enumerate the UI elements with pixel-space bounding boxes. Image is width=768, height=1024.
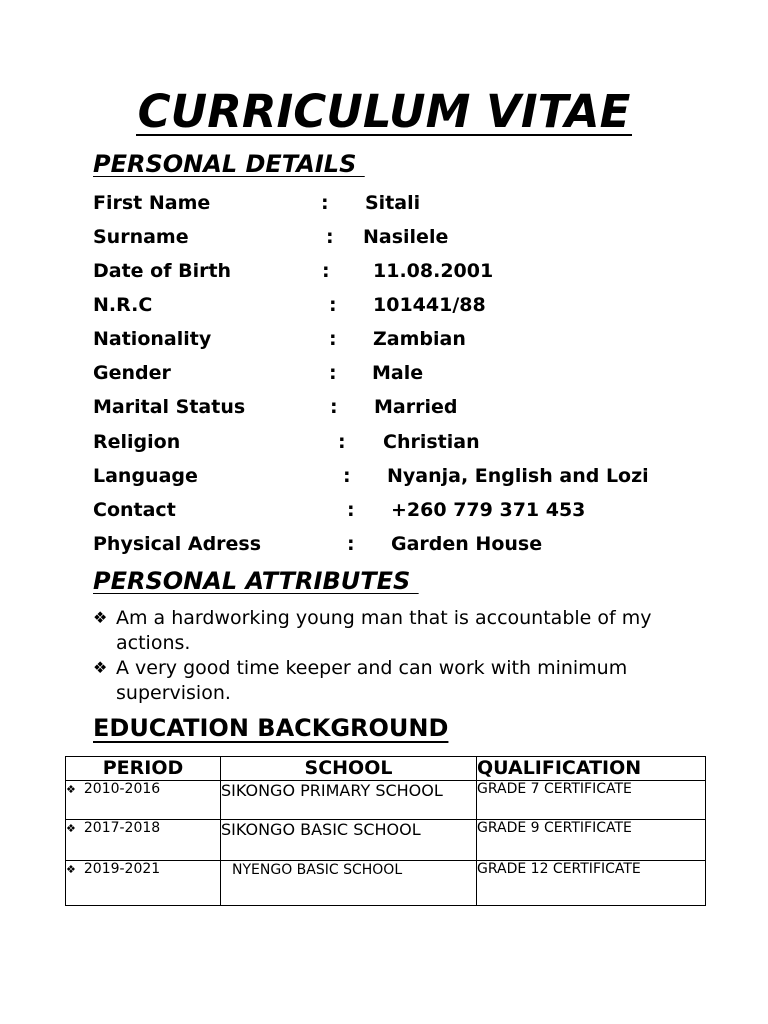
detail-label: Date of Birth bbox=[93, 260, 232, 282]
personal-details-heading: PERSONAL DETAILS bbox=[93, 150, 365, 178]
list-item bbox=[93, 606, 693, 655]
detail-colon: : bbox=[343, 465, 351, 487]
period-text: 2017-2018 bbox=[83, 820, 161, 836]
period-cell bbox=[66, 820, 221, 861]
qualification-cell: GRADE 9 CERTIFICATE bbox=[477, 820, 706, 861]
diamond-bullet-icon: ❖ bbox=[66, 783, 76, 796]
detail-colon: : bbox=[347, 499, 355, 521]
attribute-text: A very good time keeper and can work with minimum supervision. bbox=[116, 657, 628, 704]
attribute-text: Am a hardworking young man that is accountable of my actions. bbox=[116, 607, 652, 654]
qualification-cell: GRADE 7 CERTIFICATE bbox=[477, 781, 706, 820]
qualification-cell: GRADE 12 CERTIFICATE bbox=[477, 861, 706, 906]
detail-colon: : bbox=[330, 396, 338, 418]
school-cell: SIKONGO BASIC SCHOOL bbox=[221, 820, 477, 861]
diamond-bullet-icon: ❖ bbox=[93, 608, 108, 627]
detail-value: Male bbox=[372, 362, 424, 384]
detail-colon: : bbox=[347, 533, 355, 555]
detail-label: First Name bbox=[93, 192, 211, 214]
detail-colon: : bbox=[329, 328, 337, 350]
detail-value: Garden House bbox=[391, 533, 543, 555]
detail-value: Married bbox=[374, 396, 458, 418]
detail-value: Sitali bbox=[365, 192, 421, 214]
detail-label: Nationality bbox=[93, 328, 212, 350]
detail-label: Contact bbox=[93, 499, 176, 521]
table-row bbox=[66, 781, 706, 820]
school-cell: SIKONGO PRIMARY SCHOOL bbox=[221, 781, 477, 820]
detail-value: Zambian bbox=[373, 328, 466, 350]
detail-colon: : bbox=[329, 294, 337, 316]
detail-colon: : bbox=[329, 362, 337, 384]
period-text: 2019-2021 bbox=[83, 861, 161, 877]
column-header-qualification: QUALIFICATION bbox=[477, 757, 706, 781]
diamond-bullet-icon: ❖ bbox=[93, 658, 108, 677]
period-cell bbox=[66, 861, 221, 906]
detail-value: +260 779 371 453 bbox=[391, 499, 586, 521]
table-row bbox=[66, 820, 706, 861]
education-table bbox=[65, 756, 706, 906]
detail-value: Nyanja, English and Lozi bbox=[387, 465, 649, 487]
detail-label: N.R.C bbox=[93, 294, 153, 316]
detail-label: Surname bbox=[93, 226, 189, 248]
column-header-period: PERIOD bbox=[66, 757, 221, 781]
school-cell: NYENGO BASIC SCHOOL bbox=[221, 861, 477, 906]
diamond-bullet-icon: ❖ bbox=[66, 822, 76, 835]
period-cell bbox=[66, 781, 221, 820]
education-background-heading: EDUCATION BACKGROUND bbox=[93, 714, 449, 742]
personal-attributes-list bbox=[93, 606, 693, 706]
period-text: 2010-2016 bbox=[83, 781, 161, 797]
detail-colon: : bbox=[326, 226, 334, 248]
document-title bbox=[0, 84, 768, 140]
detail-label: Gender bbox=[93, 362, 171, 384]
detail-label: Physical Adress bbox=[93, 533, 262, 555]
detail-colon: : bbox=[322, 260, 330, 282]
list-item bbox=[93, 656, 693, 705]
detail-value: 101441/88 bbox=[373, 294, 486, 316]
table-header-row bbox=[66, 757, 706, 781]
document-title-text: CURRICULUM VITAE bbox=[137, 85, 631, 138]
detail-label: Language bbox=[93, 465, 198, 487]
detail-value: 11.08.2001 bbox=[373, 260, 494, 282]
column-header-school: SCHOOL bbox=[221, 757, 477, 781]
personal-attributes-heading: PERSONAL ATTRIBUTES bbox=[93, 567, 419, 595]
detail-value: Nasilele bbox=[363, 226, 449, 248]
detail-colon: : bbox=[338, 431, 346, 453]
detail-value: Christian bbox=[383, 431, 480, 453]
detail-label: Religion bbox=[93, 431, 181, 453]
table-row bbox=[66, 861, 706, 906]
detail-label: Marital Status bbox=[93, 396, 246, 418]
diamond-bullet-icon: ❖ bbox=[66, 863, 76, 876]
detail-colon: : bbox=[321, 192, 329, 214]
